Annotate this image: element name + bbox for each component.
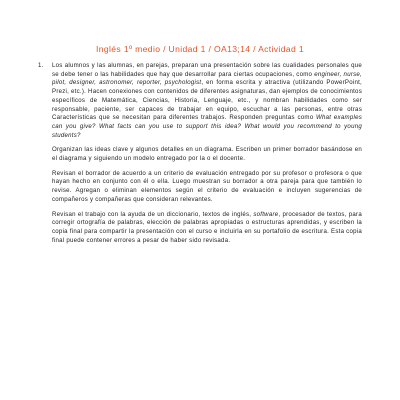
text-run: Revisan el trabajo con la ayuda de un diccionario, textos de inglés, [52,210,254,218]
list-item [38,62,362,245]
page-title: Inglés 1º medio / Unidad 1 / OA13;14 / Actividad 1 [96,44,304,54]
italic-text-run: software [253,210,279,218]
text-run: , en forma escrita y atractiva (utilizando PowerPoint, Prezi, etc.). Hacen conexiones con contenidos de diferentes asignaturas, dan ejemplos de conocimientos específicos de Matemática, Ciencias, Historia, Lenguaje, etc., y nombran habilidades como ser responsable, paciente, ser capaces de trabajar en equipo, escuchar a las personas, entre otras Características que se necesitan para diferentes trabajos. Responden preguntas como [52,79,363,122]
text-run: , procesador de textos, para corregir ortografía de palabras, elección de palabras apropiadas o estructuras aprendidas, y escriben la copia final para compartir la presentación con el curso e incluirla en su portafolio de escritura. Esta copia final puede contener errores a pesar de haber sido revisada. [52,210,362,244]
italic-text-run: What examples can you give? What facts can you use to support this idea? What would you recommend to young students? [52,114,363,139]
text-run: Revisan el borrador de acuerdo a un criterio de evaluación entregado por su profesor o profesora o que hayan hecho en conjunto con él o ella. Luego muestran su borrador a otra pareja para que también lo revise. Agregan o eliminan elementos según el criterio de evaluación e incluyen sugerencias de compañeros y compañeras que consideran relevantes. [52,169,362,203]
paragraph [52,170,362,205]
paragraph [52,62,362,140]
italic-text-run: engineer, nurse, pilot, designer, astronomer, reporter, psychologist [52,70,362,87]
item-number: 1. [38,62,44,69]
paragraph [52,146,362,163]
item-body [52,62,362,245]
text-run: Organizan las ideas clave y algunos detalles en un diagrama. Escriben un primer borrador basándose en el diagrama y siguiendo un modelo entregado por la o el docente. [52,146,362,163]
text-run: Los alumnos y las alumnas, en parejas, preparan una presentación sobre las cualidades personales que se debe tener o las habilidades que hay que desarrollar para ciertas ocupaciones, como [52,62,362,78]
paragraph [52,211,362,246]
activity-list [38,62,362,251]
